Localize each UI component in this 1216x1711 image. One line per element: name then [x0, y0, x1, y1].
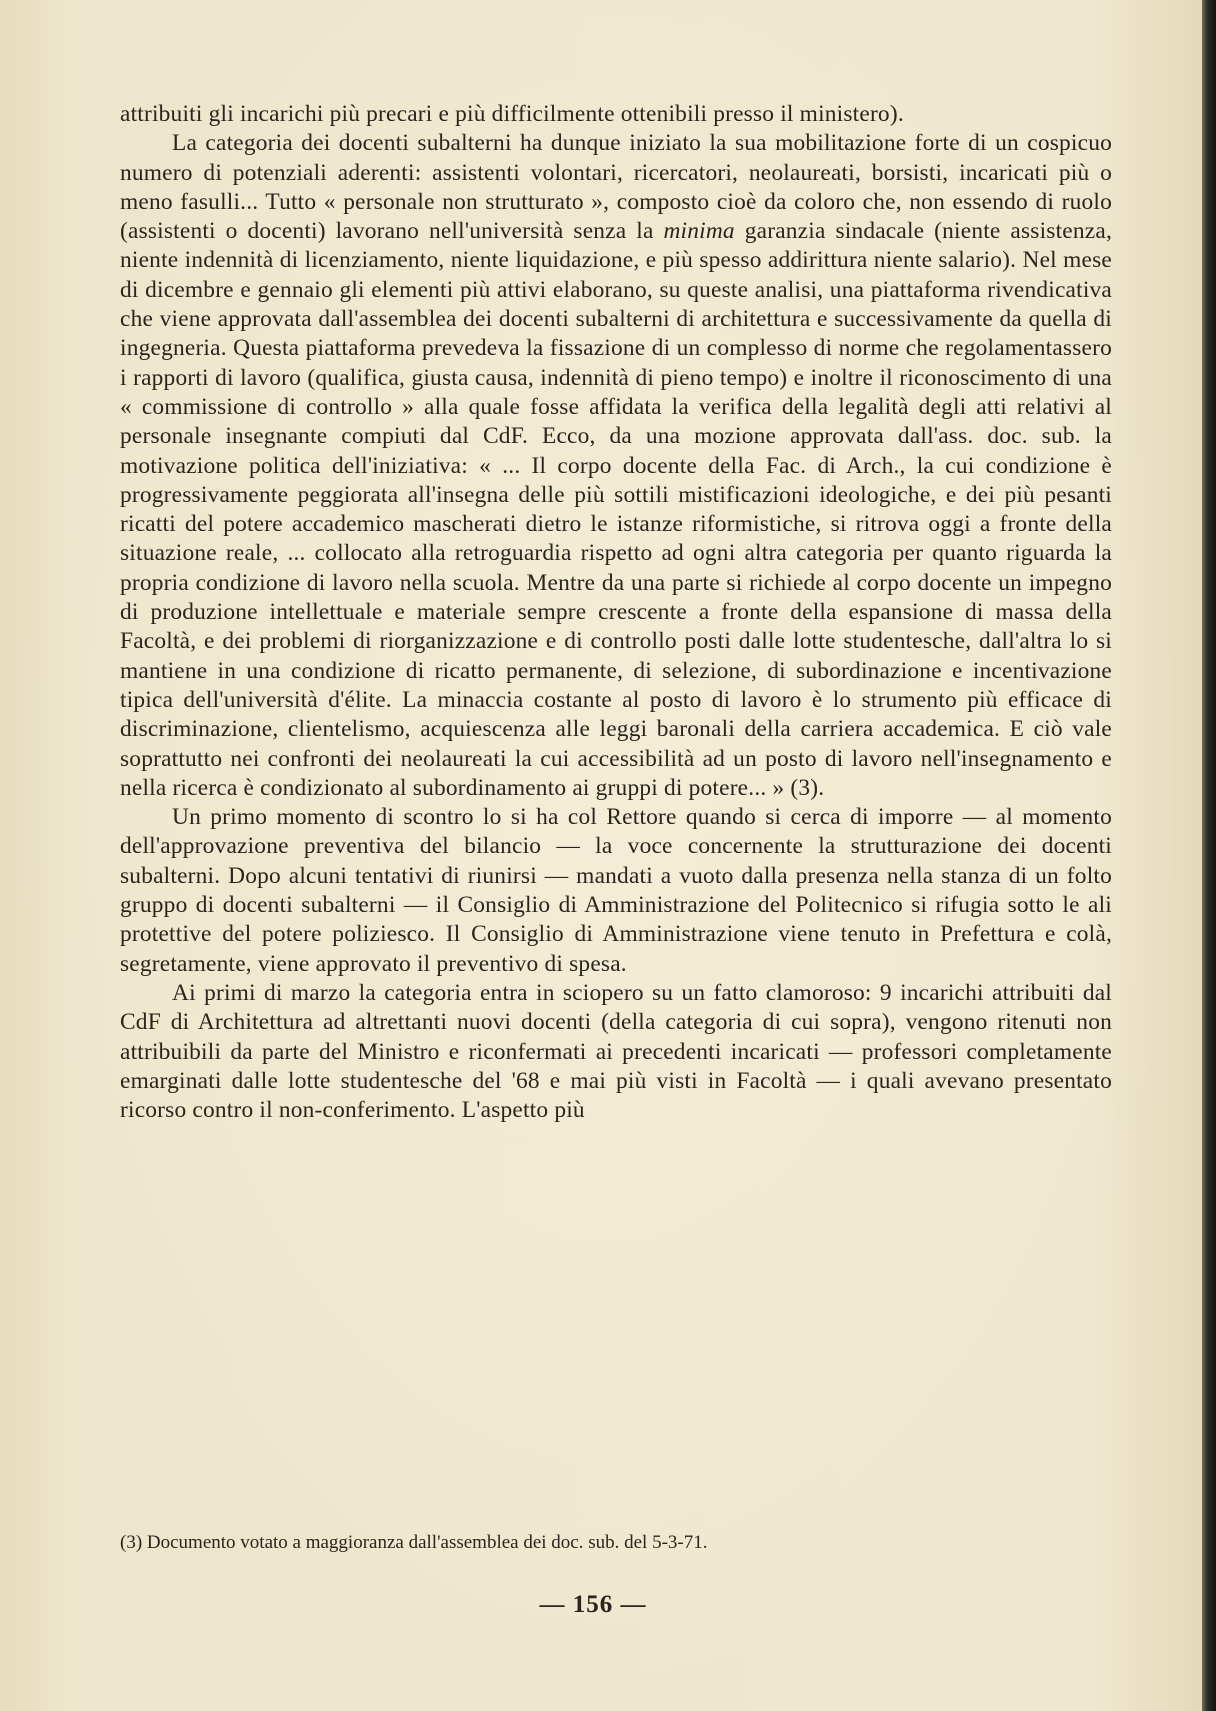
footnote: (3) Documento votato a maggioranza dall'assemblea dei doc. sub. del 5-3-71.	[120, 1532, 708, 1553]
paragraph	[120, 979, 1112, 1125]
body-text	[120, 100, 1112, 1125]
page-number: — 156 —	[539, 1591, 647, 1618]
page-binding-edge	[1202, 0, 1216, 1711]
paragraph-text: Ai primi di marzo la categoria entra in sciopero su un fatto clamoroso: 9 incarichi attribuiti dal CdF di Architettura ad altrettanti nuovi docenti (della categoria di cui sopra), vengono ritenuti non attribuibili da parte del Ministro e riconfermati ai precedenti incaricati — professori completamente emarginati dalle lotte studentesche del '68 e mai più visti in Facoltà — i quali avevano presentato ricorso contro il non-conferimento. L'aspetto più	[120, 979, 1112, 1124]
emphasis-text: minima	[663, 218, 735, 245]
paragraph	[120, 803, 1112, 979]
paragraph-text: attribuiti gli incarichi più precari e più difficilmente ottenibili presso il ministero).	[120, 101, 904, 127]
paragraph-text: Un primo momento di scontro lo si ha col Rettore quando si cerca di imporre — al momento dell'approvazione preventiva del bilancio — la voce concernente la strutturazione dei docenti subalterni. Dopo alcuni tentativi di riunirsi — mandati a vuoto dalla presenza nella stanza di un folto gruppo di docenti subalterni — il Consiglio di Amministrazione del Politecnico si rifugia sotto le ali protettive del potere poliziesco. Il Consiglio di Amministrazione viene tenuto in Prefettura e colà, segretamente, viene approvato il preventivo di spesa.	[120, 804, 1112, 977]
paragraph	[120, 100, 1112, 129]
paragraph	[120, 129, 1112, 803]
paragraph-text: garanzia sindacale (niente assistenza, niente indennità di licenziamento, niente liquidazione, e più spesso addirittura niente salario). Nel mese di dicembre e gennaio gli elementi più attivi elaborano, su queste analisi, una piattaforma rivendicativa che viene approvata dall'assemblea dei docenti subalterni di architettura e successivamente da quella di ingegneria. Questa piattaforma prevedeva la fissazione di un complesso di norme che regolamentassero i rapporti di lavoro (qualifica, giusta causa, indennità di pieno tempo) e inoltre il riconoscimento di una « commissione di controllo » alla quale fosse affidata la verifica della legalità degli atti relativi al personale insegnante compiuti dal CdF. Ecco, da una mozione approvata dall'ass. doc. sub. la motivazione politica dell'iniziativa: « ... Il corpo docente della Fac. di Arch., la cui condizione è progressivamente peggiorata all'insegna delle più sottili mistificazioni ideologiche, e dei più pesanti ricatti del potere accademico mascherati dietro le istanze riformistiche, si ritrova oggi a fronte della situazione reale, ... collocato alla retroguardia rispetto ad ogni altra categoria per quanto riguarda la propria condizione di lavoro nella scuola. Mentre da una parte si richiede al corpo docente un impegno di produzione intellettuale e materiale sempre crescente a fronte della espansione di massa della Facoltà, e dei problemi di riorganizzazione e di controllo posti dalle lotte studentesche, dall'altra lo si mantiene in una condizione di ricatto permanente, di selezione, di subordinazione e incentivazione tipica dell'università d'élite. La minaccia costante al posto di lavoro è lo strumento più efficace di discriminazione, clientelismo, acquiescenza alle leggi baronali della carriera accademica. E ciò vale soprattutto nei confronti dei neolaureati la cui accessibilità ad un posto di lavoro nell'insegnamento e nella ricerca è condizionato al subordinamento ai gruppi di potere... » (3).	[120, 218, 1112, 801]
paragraph-text: La categoria dei docenti subalterni ha dunque iniziato la sua mobilitazione forte di un cospicuo numero di potenziali aderenti: assistenti volontari, ricercatori, neolaureati, borsisti, incaricati più o meno fasulli... Tutto « personale non strutturato », composto cioè da coloro che, non essendo di ruolo (assistenti o docenti) lavorano nell'università senza la	[120, 130, 1112, 245]
